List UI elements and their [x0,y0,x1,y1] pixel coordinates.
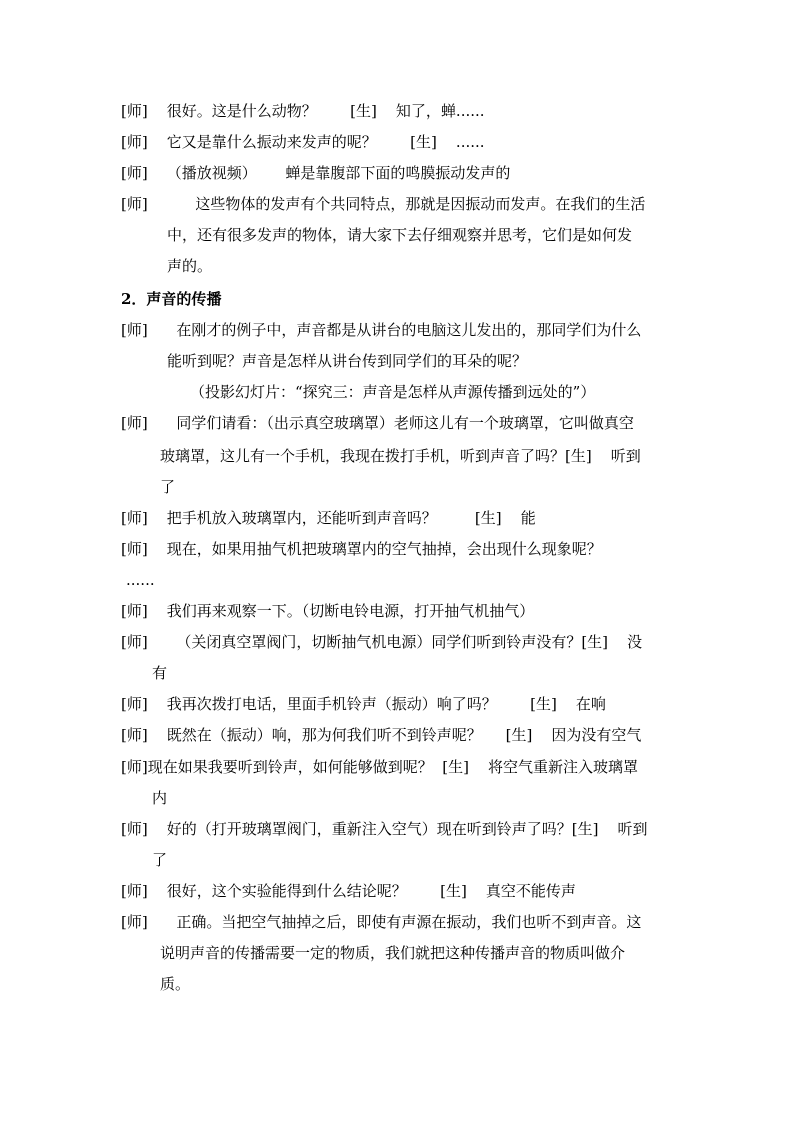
dialogue-line: [师] 这些物体的发声有个共同特点，那就是因振动而发声。在我们的生活 [121,195,646,213]
dialogue-line: 了 [152,851,168,869]
dialogue-line: [师] 很好，这个实验能得到什么结论呢？ [生] 真空不能传声 [121,882,576,900]
stage-direction: （投影幻灯片：“探究三：声音是怎样从声源传播到远处的”） [190,383,596,401]
dialogue-line: [师] 既然在（振动）响，那为何我们听不到铃声呢？ [生] 因为没有空气 [121,726,642,744]
dialogue-line: [师] （播放视频） 蝉是靠腹部下面的鸣膜振动发声的 [121,164,511,182]
dialogue-line: [师] 它又是靠什么振动来发声的呢？ [生] ...... [121,133,485,151]
dialogue-line: 能听到呢？声音是怎样从讲台传到同学们的耳朵的呢？ [167,352,528,370]
dialogue-line: [师] 很好。这是什么动物？ [生] 知了，蝉...... [121,102,485,120]
dialogue-line: [师] 在刚才的例子中，声音都是从讲台的电脑这儿发出的，那同学们为什么 [121,321,642,339]
dialogue-line: [师] 把手机放入玻璃罩内，还能听到声音吗？ [生] 能 [121,509,536,527]
dialogue-line: 内 [152,789,168,807]
dialogue-line: [师] 同学们请看：（出示真空玻璃罩）老师这儿有一个玻璃罩，它叫做真空 [121,414,634,432]
dialogue-line: [师] 现在，如果用抽气机把玻璃罩内的空气抽掉，会出现什么现象呢？ [121,540,602,558]
dialogue-line: 中，还有很多发声的物体，请大家下去仔细观察并思考，它们是如何发 [167,226,633,244]
dialogue-line: [师] 我们再来观察一下。（切断电铃电源，打开抽气机抽气） [121,602,535,620]
dialogue-line: [师]现在如果我要听到铃声，如何能够做到呢？ [生] 将空气重新注入玻璃罩 [121,758,639,776]
section-heading: 2．声音的传播 [121,290,222,308]
dialogue-line: 有 [152,664,168,682]
dialogue-line: ...... [126,571,155,589]
dialogue-line: 质。 [160,975,191,993]
dialogue-line: [师] 我再次拨打电话，里面手机铃声（振动）响了吗？ [生] 在响 [121,695,606,713]
dialogue-line: 声的。 [167,257,213,275]
dialogue-line: [师] 好的（打开玻璃罩阀门，重新注入空气）现在听到铃声了吗？[生] 听到 [121,820,648,838]
dialogue-line: 了 [160,478,176,496]
dialogue-line: 说明声音的传播需要一定的物质，我们就把这种传播声音的物质叫做介 [160,944,626,962]
dialogue-line: [师] （关闭真空罩阀门，切断抽气机电源）同学们听到铃声没有？[生] 没 [121,633,643,651]
dialogue-line: 玻璃罩，这儿有一个手机，我现在拨打手机，听到声音了吗？[生] 听到 [160,447,641,465]
dialogue-line: [师] 正确。当把空气抽掉之后，即使有声源在振动，我们也听不到声音。这 [121,913,642,931]
